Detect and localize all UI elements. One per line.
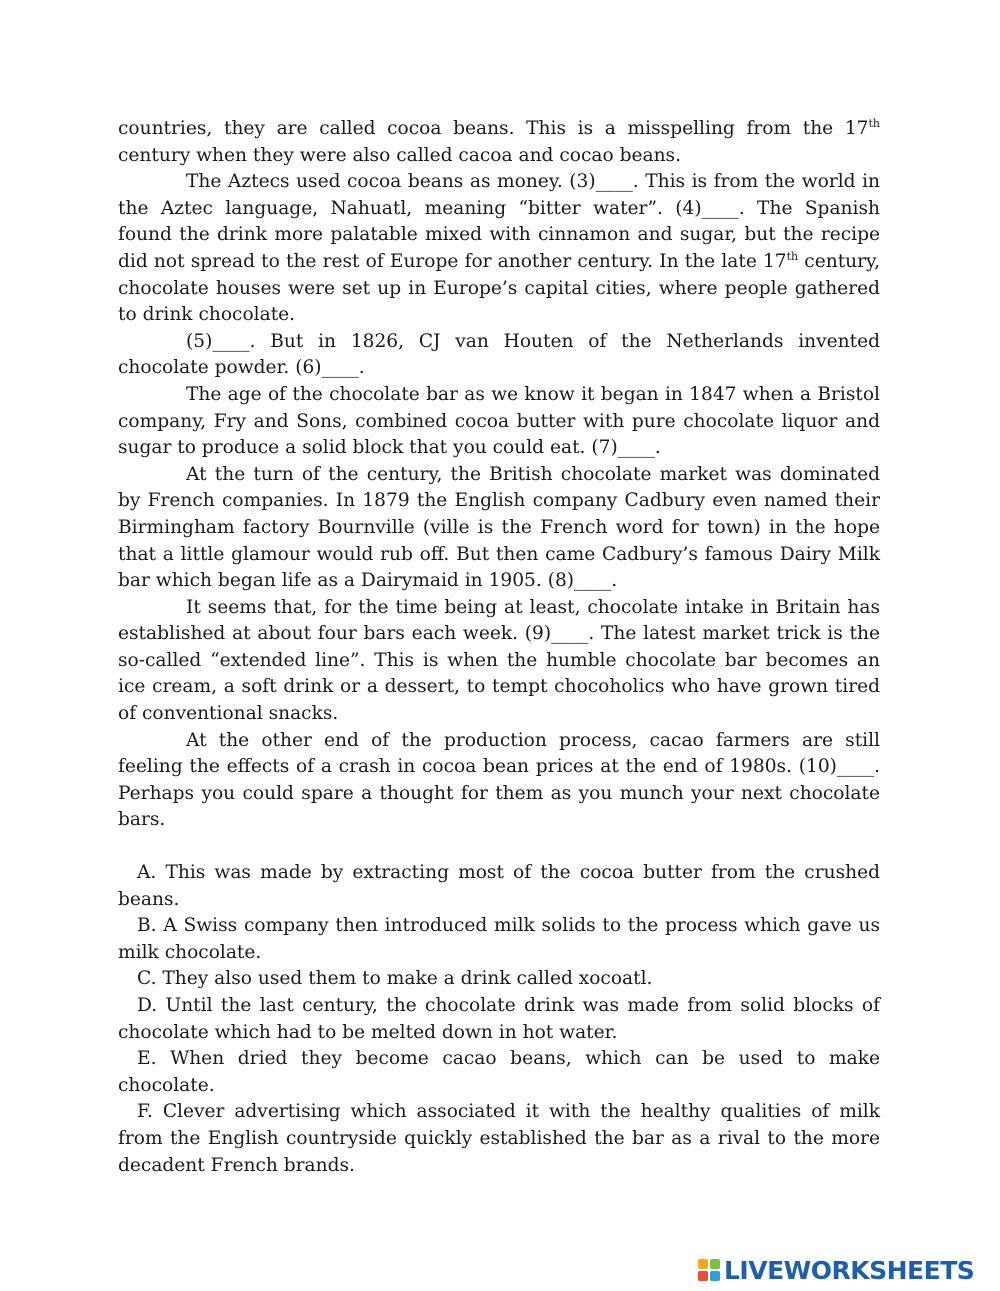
passage-paragraph-2: The Aztecs used cocoa beans as money. (3)____. This is from the world in the Aztec language, Nahuatl, meaning “bitter water”. (4)____. The Spanish found the drink more palatable mixed with cinnamon and sugar, but the recipe did not spread to the rest of Europe for another century. In the late 17th century, chocolate houses were set up in Europe’s capital cities, where people gathered to drink chocolate. [118,171,880,326]
liveworksheets-logo-icon [698,1259,720,1281]
passage-paragraph-5: At the turn of the century, the British chocolate market was dominated by French companies. In 1879 the English company Cadbury even named their Birmingham factory Bournville (ville is the French word for town) in the hope that a little glamour would rub off. But then came Cadbury’s famous Dairy Milk bar which began life as a Dairymaid in 1905. (8)____. [118,463,880,592]
option-e: E. When dried they become cacao beans, which can be used to make chocolate. [118,1048,880,1096]
section-spacer [118,834,880,860]
logo-square-2 [710,1259,720,1269]
option-a: A. This was made by extracting most of the cocoa butter from the crushed beans. [118,862,880,910]
logo-square-4 [710,1271,720,1281]
logo-square-1 [698,1259,708,1269]
passage-paragraph-4: The age of the chocolate bar as we know it began in 1847 when a Bristol company, Fry and Sons, combined cocoa butter with pure chocolate liquor and sugar to produce a solid block that you could eat. (7)____. [118,383,880,459]
option-c: C. They also used them to make a drink called xocoatl. [137,968,653,990]
liveworksheets-logo-text: LIVEWORKSHEETS [724,1255,975,1285]
passage-paragraph-1: countries, they are called cocoa beans. This is a misspelling from the 17th century when they were also called cacoa and cocao beans. [118,116,880,166]
option-b: B. A Swiss company then introduced milk solids to the process which gave us milk chocolate. [118,915,880,963]
superscript-th: th [786,249,799,263]
option-f: F. Clever advertising which associated it with the healthy qualities of milk from the English countryside quickly established the bar as a rival to the more decadent French brands. [118,1101,880,1176]
passage-paragraph-6: It seems that, for the time being at least, chocolate intake in Britain has established at about four bars each week. (9)____. The latest market trick is the so-called “extended line”. This is when the humble chocolate bar becomes an ice cream, a soft drink or a dessert, to tempt chocoholics who have grown tired of conventional snacks. [118,596,880,725]
worksheet-page [118,116,880,1179]
option-d: D. Until the last century, the chocolate drink was made from solid blocks of chocolate which had to be melted down in hot water. [118,995,880,1043]
passage-paragraph-7: At the other end of the production process, cacao farmers are still feeling the effects of a crash in cocoa bean prices at the end of 1980s. (10)____. Perhaps you could spare a thought for them as you munch your next chocolate bars. [118,729,880,831]
passage-paragraph-3: (5)____. But in 1826, CJ van Houten of the Netherlands invented chocolate powder. (6)____. [118,330,880,379]
superscript-th: th [868,116,880,130]
logo-square-3 [698,1271,708,1281]
liveworksheets-logo [698,1255,974,1285]
